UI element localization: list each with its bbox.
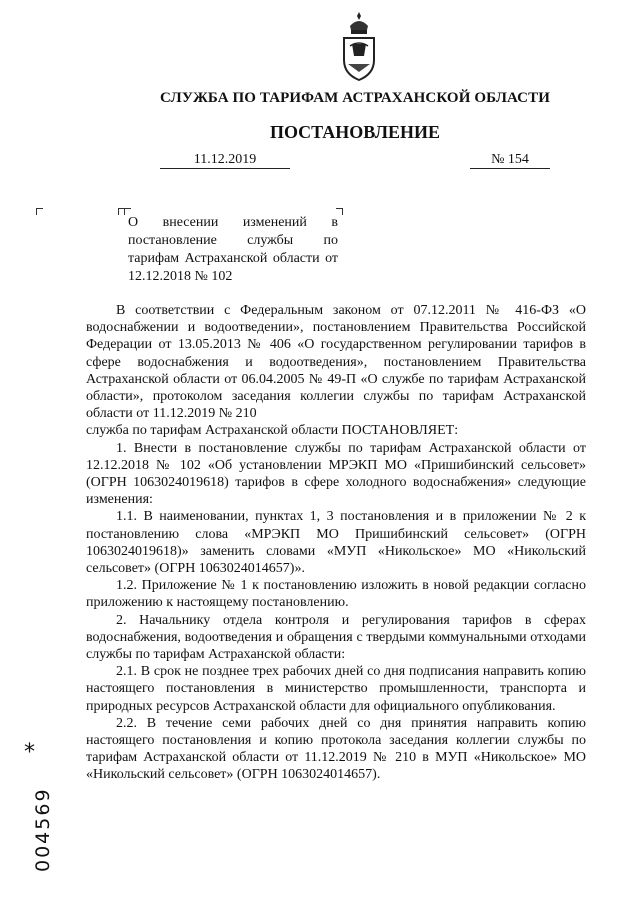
clause-2-2: 2.2. В течение семи рабочих дней со дня принятия направить копию настоящего постановления и копию протокола заседания коллегии службы по тарифам Астраханской области от 11.12.2019 № 210 в МУП «Никольское» МО «Никольский сельсовет» (ОГРН 1063024014657). xyxy=(86,715,586,783)
clause-2: 2. Начальнику отдела контроля и регулирования тарифов в сферах водоснабжения, водоотведения и обращения с твердыми коммунальными отходами службы по тарифам Астраханской области: xyxy=(86,612,586,663)
document-type: ПОСТАНОВЛЕНИЕ xyxy=(269,122,441,142)
document-subject: О внесении изменений в постановление службы по тарифам Астраханской области от 12.12.2018 № 102 xyxy=(128,215,338,284)
clause-1-2: 1.2. Приложение № 1 к постановлению изложить в новой редакции согласно приложению к настоящему постановлению. xyxy=(86,578,586,611)
clause-1-1: 1.1. В наименовании, пунктах 1, 3 постановления и в приложении № 2 к постановлению слова «МРЭКП МО Пришибинский сельсовет» (ОГРН 1063024019618)» заменить словами «МУП «Никольское» МО «Никольский сельсовет» (ОГРН 1063024014657)». xyxy=(86,509,586,577)
clause-2-1: 2.1. В срок не позднее трех рабочих дней со дня подписания направить копию настоящего постановления в министерство промышленности, транспорта и природных ресурсов Астраханской области для официального опубликования. xyxy=(86,664,586,714)
organization-name: СЛУЖБА ПО ТАРИФАМ АСТРАХАНСКОЙ ОБЛАСТИ xyxy=(160,90,550,106)
resolution-line: служба по тарифам Астраханской области ПОСТАНОВЛЯЕТ: xyxy=(86,423,459,439)
stamp-number: 004569 xyxy=(32,787,54,872)
coat-of-arms-icon xyxy=(336,10,382,84)
stamp-star: * xyxy=(24,740,35,765)
left-margin-mark xyxy=(36,208,43,215)
document-date: 11.12.2019 xyxy=(160,152,290,169)
preamble-paragraph: В соответствии с Федеральным законом от 07.12.2011 № 416-ФЗ «О водоснабжении и водоотведении», постановлением Правительства Российской Федерации от 13.05.2013 № 406 «О государственном регулировании тарифов в сфере водоснабжения и водоотведения», постановлением Правительства Астраханской области от 06.04.2005 № 49-П «О службе по тарифам Астраханской области», протоколом заседания коллегии службы по тарифам Астраханской области от 11.12.2019 № 210 xyxy=(86,303,586,422)
document-body xyxy=(86,302,586,784)
clause-1: 1. Внести в постановление службы по тарифам Астраханской области от 12.12.2018 № 102 «Об установлении МРЭКП МО «Пришибинский сельсовет» (ОГРН 1063024019618) тарифов в сфере холодного водоснабжения» следующие изменения: xyxy=(86,440,586,508)
registration-stamp xyxy=(6,740,66,880)
document-number: № 154 xyxy=(470,152,550,169)
